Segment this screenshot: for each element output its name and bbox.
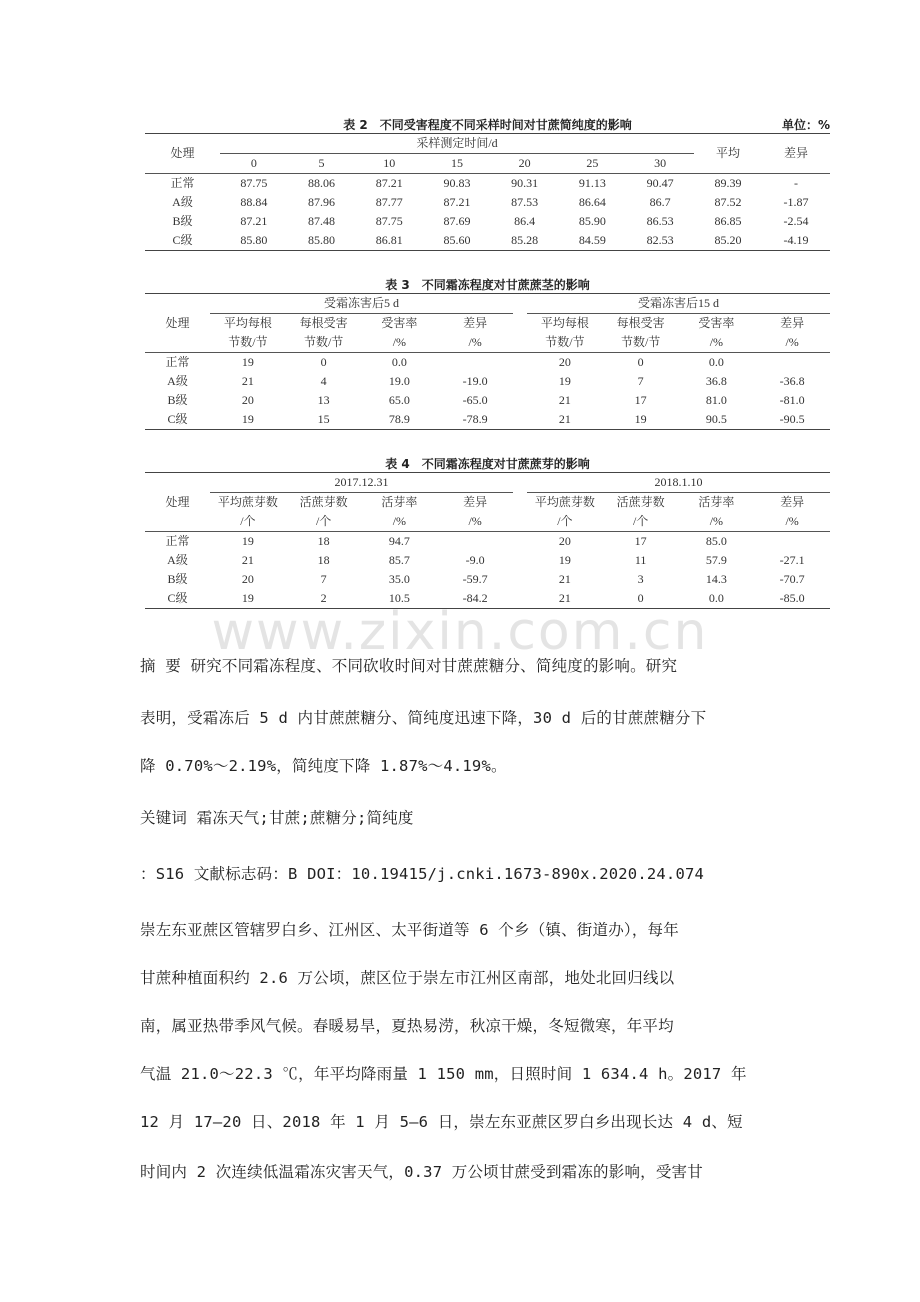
table-cell: 19: [241, 412, 254, 426]
column-gap: [513, 570, 527, 589]
diff-cell: -2.54: [783, 214, 809, 228]
table-cell: 85.7: [388, 553, 410, 567]
table-cell: 86.81: [375, 233, 403, 247]
average-cell: 87.52: [714, 195, 742, 209]
table-cell: 13: [317, 393, 330, 407]
table3-group-15d: 受霜冻害后15 d: [527, 294, 830, 314]
table-cell: 19: [241, 355, 254, 369]
table4-group-date1: 2017.12.31: [210, 473, 513, 493]
table-cell: 2: [320, 591, 327, 605]
table-cell: 14.3: [705, 572, 727, 586]
row-label: B级: [172, 214, 193, 228]
table4: [145, 472, 830, 609]
table3-col-unit: /%: [679, 333, 755, 353]
table2-header-diff: 差异: [762, 134, 830, 174]
table-cell: 87.21: [375, 176, 403, 190]
table-cell: -19.0: [462, 374, 488, 388]
table-cell: 20: [558, 355, 571, 369]
column-gap: [513, 353, 527, 373]
table2-header-treatment: 处理: [145, 134, 220, 174]
table4-col-unit: /%: [679, 512, 755, 532]
table-cell: -70.7: [779, 572, 805, 586]
column-gap: [513, 410, 527, 430]
row-label: B级: [167, 572, 188, 586]
table-cell: 0: [320, 355, 327, 369]
table4-col-unit: /个: [210, 512, 286, 532]
table-cell: 35.0: [388, 572, 410, 586]
table2-header-time: 采样测定时间/d: [220, 134, 694, 154]
table3-col-header: 每根受害: [299, 316, 348, 330]
table-cell: 85.28: [511, 233, 539, 247]
table-cell: 81.0: [705, 393, 727, 407]
table-cell: 88.06: [308, 176, 336, 190]
table-cell: 7: [320, 572, 327, 586]
column-gap: [513, 391, 527, 410]
table-cell: 85.80: [240, 233, 268, 247]
table2-day-header: 10: [355, 154, 423, 174]
table-cell: 57.9: [705, 553, 727, 567]
table4-caption: 表 4 不同霜冻程度对甘蔗蔗芽的影响: [385, 457, 590, 471]
table3-col-unit: /%: [437, 333, 513, 353]
table-cell: 0.0: [391, 355, 407, 369]
table4-col-unit: /%: [437, 512, 513, 532]
table-row: [145, 391, 830, 410]
table-cell: 87.48: [308, 214, 336, 228]
table-cell: -9.0: [465, 553, 485, 567]
table-cell: 11: [634, 553, 647, 567]
table-cell: 0.0: [708, 591, 724, 605]
table-cell: 17: [634, 393, 647, 407]
body-line-1: 崇左东亚蔗区管辖罗白乡、江州区、太平街道等 6 个乡（镇、街道办），每年: [140, 921, 679, 939]
diff-cell: -1.87: [783, 195, 809, 209]
table-cell: 19.0: [388, 374, 410, 388]
table-cell: 94.7: [388, 534, 410, 548]
table2-day-header: 5: [288, 154, 356, 174]
table-cell: 90.83: [443, 176, 471, 190]
table-cell: 87.53: [511, 195, 539, 209]
table-cell: [437, 532, 513, 552]
table-cell: -27.1: [779, 553, 805, 567]
table3-col-unit: 节数/节: [210, 333, 286, 353]
abstract-line-2: 表明，受霜冻后 5 d 内甘蔗蔗糖分、简纯度迅速下降，30 d 后的甘蔗蔗糖分下: [140, 709, 707, 727]
table-row: [145, 551, 830, 570]
body-line-5: 12 月 17—20 日、2018 年 1 月 5—6 日，崇左东亚蔗区罗白乡出现长达 4 d、短: [140, 1113, 743, 1131]
table2-day-header: 15: [423, 154, 491, 174]
table-cell: 36.8: [705, 374, 727, 388]
table-cell: 87.77: [375, 195, 403, 209]
table3-col-header: 平均每根: [540, 316, 589, 330]
table-cell: 21: [558, 572, 571, 586]
table-cell: 90.47: [646, 176, 674, 190]
table2: [145, 133, 830, 251]
table4-col-unit: /%: [754, 512, 830, 532]
table4-col-header: 平均蔗芽数: [534, 495, 595, 509]
column-gap: [513, 551, 527, 570]
table-cell: 88.84: [240, 195, 268, 209]
table3-col-header: 差异: [463, 316, 488, 330]
watermark: www.zixin.com.cn: [211, 602, 709, 662]
table-cell: -81.0: [779, 393, 805, 407]
table-cell: 19: [241, 534, 254, 548]
table2-unit: 单位：%: [781, 118, 830, 132]
table-row: [145, 174, 830, 194]
average-cell: 85.20: [714, 233, 742, 247]
table-cell: -59.7: [462, 572, 488, 586]
table4-col-header: 平均蔗芽数: [217, 495, 278, 509]
table-cell: 7: [637, 374, 644, 388]
table-cell: 86.64: [578, 195, 606, 209]
column-gap: [513, 372, 527, 391]
table4-col-header: 活芽率: [381, 495, 418, 509]
table-cell: 85.60: [443, 233, 471, 247]
table4-col-header: 差异: [780, 495, 805, 509]
table-cell: 15: [317, 412, 330, 426]
table-cell: 90.5: [705, 412, 727, 426]
table-cell: 87.69: [443, 214, 471, 228]
table-cell: 10.5: [388, 591, 410, 605]
table4-col-unit: /个: [603, 512, 679, 532]
table3: [145, 293, 830, 430]
table-cell: 20: [241, 393, 254, 407]
table-cell: 19: [241, 591, 254, 605]
table3-col-header: 差异: [780, 316, 805, 330]
table-cell: 0: [637, 355, 644, 369]
row-label: C级: [172, 233, 193, 247]
diff-cell: -: [794, 176, 798, 190]
table-cell: 87.75: [240, 176, 268, 190]
table-cell: 21: [558, 591, 571, 605]
average-cell: 86.85: [714, 214, 742, 228]
row-label: C级: [167, 591, 188, 605]
table-cell: -85.0: [779, 591, 805, 605]
classification-doi: ：S16 文献标志码：B DOI：10.19415/j.cnki.1673-890x.2020.24.074: [140, 865, 705, 883]
body-line-6: 时间内 2 次连续低温霜冻灾害天气，0.37 万公顷甘蔗受到霜冻的影响，受害甘: [140, 1163, 703, 1181]
table-cell: [754, 353, 830, 373]
table3-col-unit: 节数/节: [286, 333, 362, 353]
table-cell: 20: [558, 534, 571, 548]
table-cell: 4: [320, 374, 327, 388]
table4-header-treatment: 处理: [145, 473, 210, 532]
table-row: [145, 353, 830, 373]
table4-col-header: 活蔗芽数: [299, 495, 348, 509]
table-cell: 86.7: [649, 195, 671, 209]
table-cell: -90.5: [779, 412, 805, 426]
diff-cell: -4.19: [783, 233, 809, 247]
table4-col-unit: /%: [362, 512, 438, 532]
table2-day-header: 30: [626, 154, 694, 174]
table-cell: 18: [317, 553, 330, 567]
table-cell: 3: [637, 572, 644, 586]
row-label: A级: [167, 553, 188, 567]
table-cell: 17: [634, 534, 647, 548]
table2-day-header: 0: [220, 154, 288, 174]
table-cell: 21: [558, 393, 571, 407]
table-cell: 86.4: [514, 214, 536, 228]
table-cell: 78.9: [388, 412, 410, 426]
table-cell: 0: [637, 591, 644, 605]
body-line-2: 甘蔗种植面积约 2.6 万公顷，蔗区位于崇左市江州区南部，地处北回归线以: [140, 969, 675, 987]
table-cell: -78.9: [462, 412, 488, 426]
table2-day-header: 20: [491, 154, 559, 174]
table3-col-header: 受害率: [381, 316, 418, 330]
table3-col-unit: /%: [362, 333, 438, 353]
table-cell: 87.21: [443, 195, 471, 209]
table3-group-5d: 受霜冻害后5 d: [210, 294, 513, 314]
table-cell: 91.13: [578, 176, 606, 190]
table-row: [145, 372, 830, 391]
table-cell: 85.0: [705, 534, 727, 548]
table2-caption: 表 2 不同受害程度不同采样时间对甘蔗简纯度的影响: [343, 118, 632, 132]
table-cell: 87.96: [308, 195, 336, 209]
table-cell: 0.0: [708, 355, 724, 369]
table-row: [145, 570, 830, 589]
table4-col-header: 活蔗芽数: [616, 495, 665, 509]
table-cell: 86.53: [646, 214, 674, 228]
row-label: 正常: [165, 534, 190, 548]
table3-header-treatment: 处理: [145, 294, 210, 353]
table-cell: 87.21: [240, 214, 268, 228]
table-row: [145, 212, 830, 231]
table2-header-average: 平均: [694, 134, 762, 174]
table3-col-unit: 节数/节: [603, 333, 679, 353]
table-cell: 87.75: [375, 214, 403, 228]
table4-col-header: 差异: [463, 495, 488, 509]
table4-group-date2: 2018.1.10: [527, 473, 830, 493]
table3-caption: 表 3 不同霜冻程度对甘蔗蔗茎的影响: [385, 278, 590, 292]
table4-col-unit: /个: [527, 512, 603, 532]
row-label: C级: [167, 412, 188, 426]
table4-col-header: 活芽率: [698, 495, 735, 509]
table-cell: 85.90: [578, 214, 606, 228]
table3-col-header: 受害率: [698, 316, 735, 330]
average-cell: 89.39: [714, 176, 742, 190]
table-row: [145, 231, 830, 251]
table-cell: 21: [241, 553, 254, 567]
table-cell: 20: [241, 572, 254, 586]
table-cell: [437, 353, 513, 373]
table3-col-unit: /%: [754, 333, 830, 353]
table-cell: -36.8: [779, 374, 805, 388]
table-cell: 82.53: [646, 233, 674, 247]
abstract-line-3: 降 0.70%～2.19%，简纯度下降 1.87%～4.19%。: [140, 757, 507, 775]
table-cell: 19: [558, 374, 571, 388]
table-row: [145, 532, 830, 552]
table-cell: -84.2: [462, 591, 488, 605]
table-cell: 19: [558, 553, 571, 567]
table-cell: 90.31: [511, 176, 539, 190]
table-cell: 84.59: [578, 233, 606, 247]
column-gap: [513, 532, 527, 552]
abstract-line-1: 摘 要 研究不同霜冻程度、不同砍收时间对甘蔗蔗糖分、简纯度的影响。研究: [140, 657, 678, 675]
row-label: A级: [172, 195, 193, 209]
table-cell: [754, 532, 830, 552]
table2-day-header: 25: [559, 154, 627, 174]
table-cell: 21: [241, 374, 254, 388]
row-label: 正常: [170, 176, 195, 190]
table4-col-unit: /个: [286, 512, 362, 532]
row-label: A级: [167, 374, 188, 388]
table-row: [145, 193, 830, 212]
table-cell: 85.80: [308, 233, 336, 247]
table-cell: 65.0: [388, 393, 410, 407]
body-line-3: 南，属亚热带季风气候。春暖易旱，夏热易涝，秋凉干燥，冬短微寒，年平均: [140, 1017, 674, 1035]
body-line-4: 气温 21.0～22.3 ℃，年平均降雨量 1 150 mm，日照时间 1 634.4 h。2017 年: [140, 1065, 747, 1083]
table-row: [145, 410, 830, 430]
keywords: 关键词 霜冻天气;甘蔗;蔗糖分;简纯度: [140, 809, 414, 827]
table-cell: 19: [634, 412, 647, 426]
row-label: 正常: [165, 355, 190, 369]
table-cell: 21: [558, 412, 571, 426]
table-cell: 18: [317, 534, 330, 548]
table-cell: -65.0: [462, 393, 488, 407]
table3-col-header: 平均每根: [223, 316, 272, 330]
table3-col-header: 每根受害: [616, 316, 665, 330]
table3-col-unit: 节数/节: [527, 333, 603, 353]
row-label: B级: [167, 393, 188, 407]
